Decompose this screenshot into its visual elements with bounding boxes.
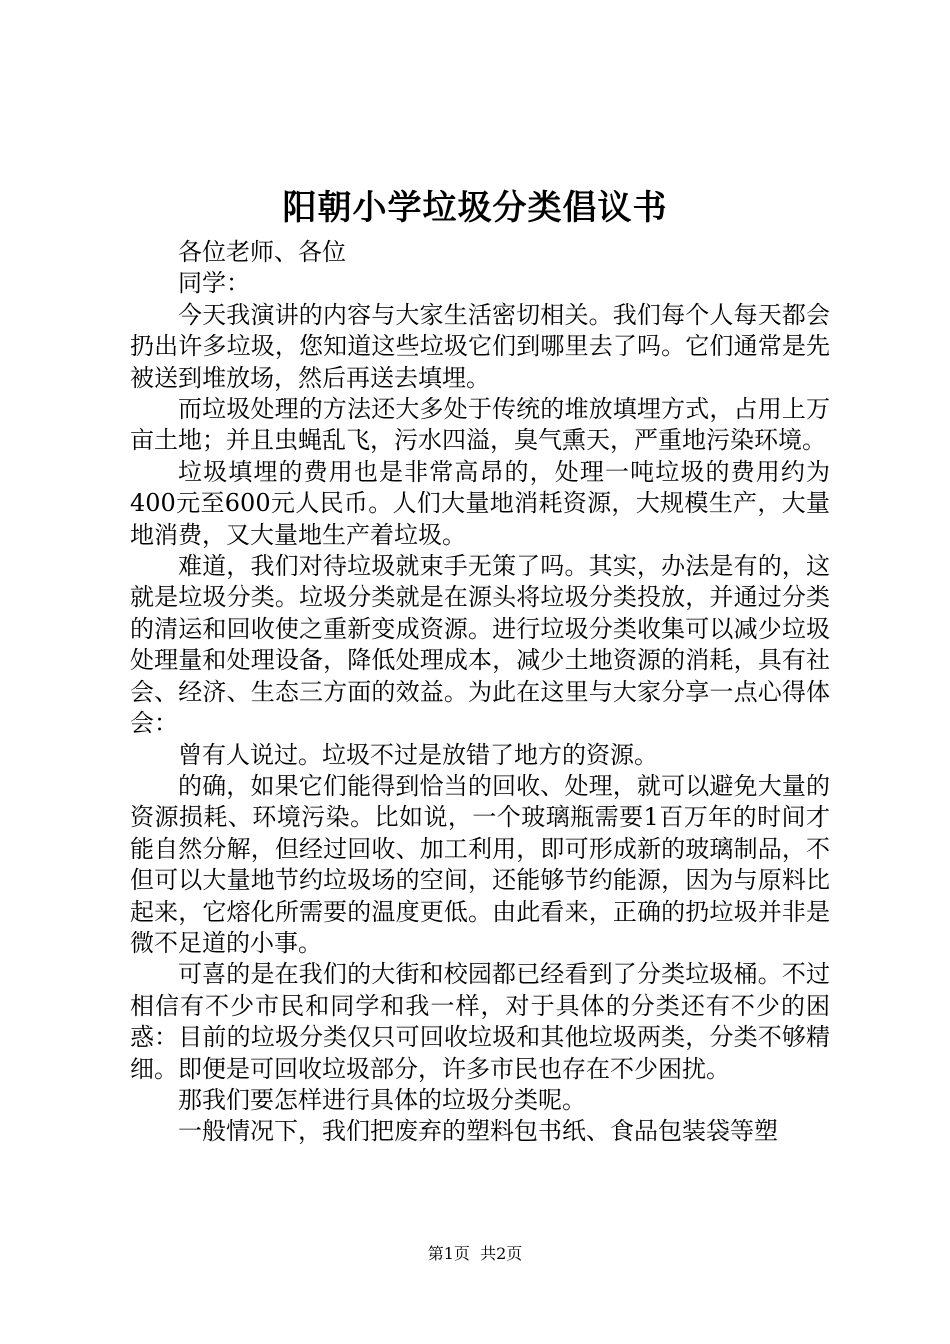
paragraph: 可喜的是在我们的大街和校园都已经看到了分类垃圾桶。不过相信有不少市民和同学和我一样，对于具体的分类还有不少的困惑：目前的垃圾分类仅只可回收垃圾和其他垃圾两类，分类不够精细。即便是可回收垃圾部分，许多市民也存在不少困扰。	[130, 960, 830, 1083]
paragraph: 各位老师、各位	[178, 238, 346, 266]
paragraph: 一般情况下，我们把废弃的塑料包书纸、食品包装袋等塑	[178, 1117, 778, 1146]
paragraph: 难道，我们对待垃圾就束手无策了吗。其实，办法是有的，这就是垃圾分类。垃圾分类就是在源头将垃圾分类投放，并通过分类的清运和回收使之重新变成资源。进行垃圾分类收集可以减少垃圾处理量和处理设备，降低处理成本，减少土地资源的消耗，具有社会、经济、生态三方面的效益。为此在这里与大家分享一点心得体会：	[130, 552, 830, 738]
paragraph: 曾有人说过。垃圾不过是放错了地方的资源。	[178, 740, 658, 769]
document-body	[130, 237, 830, 1148]
paragraph: 那我们要怎样进行具体的垃圾分类呢。	[178, 1085, 586, 1114]
paragraph: 今天我演讲的内容与大家生活密切相关。我们每个人每天都会扔出许多垃圾，您知道这些垃圾它们到哪里去了吗。它们通常是先被送到堆放场，然后再送去填埋。	[130, 300, 830, 392]
paragraph: 垃圾填埋的费用也是非常高昂的，处理一吨垃圾的费用约为400元至600元人民币。人们大量地消耗资源，大规模生产，大量地消费，又大量地生产着垃圾。	[130, 457, 830, 549]
paragraph: 的确，如果它们能得到恰当的回收、处理，就可以避免大量的资源损耗、环境污染。比如说，一个玻璃瓶需要1百万年的时间才能自然分解，但经过回收、加工利用，即可形成新的玻璃制品，不但可以大量地节约垃圾场的空间，还能够节约能源，因为与原料比起来，它熔化所需要的温度更低。由此看来，正确的扔垃圾并非是微不足道的小事。	[130, 771, 830, 957]
page-number-current: 第1页	[427, 1244, 470, 1263]
page-number-total: 共2页	[480, 1244, 523, 1263]
page-title: 阳朝小学垃圾分类倡议书	[282, 188, 668, 228]
page-footer	[0, 1243, 950, 1265]
paragraph: 同学：	[178, 269, 250, 298]
paragraph: 而垃圾处理的方法还大多处于传统的堆放填埋方式，占用上万亩土地；并且虫蝇乱飞，污水四溢，臭气熏天，严重地污染环境。	[130, 395, 830, 455]
